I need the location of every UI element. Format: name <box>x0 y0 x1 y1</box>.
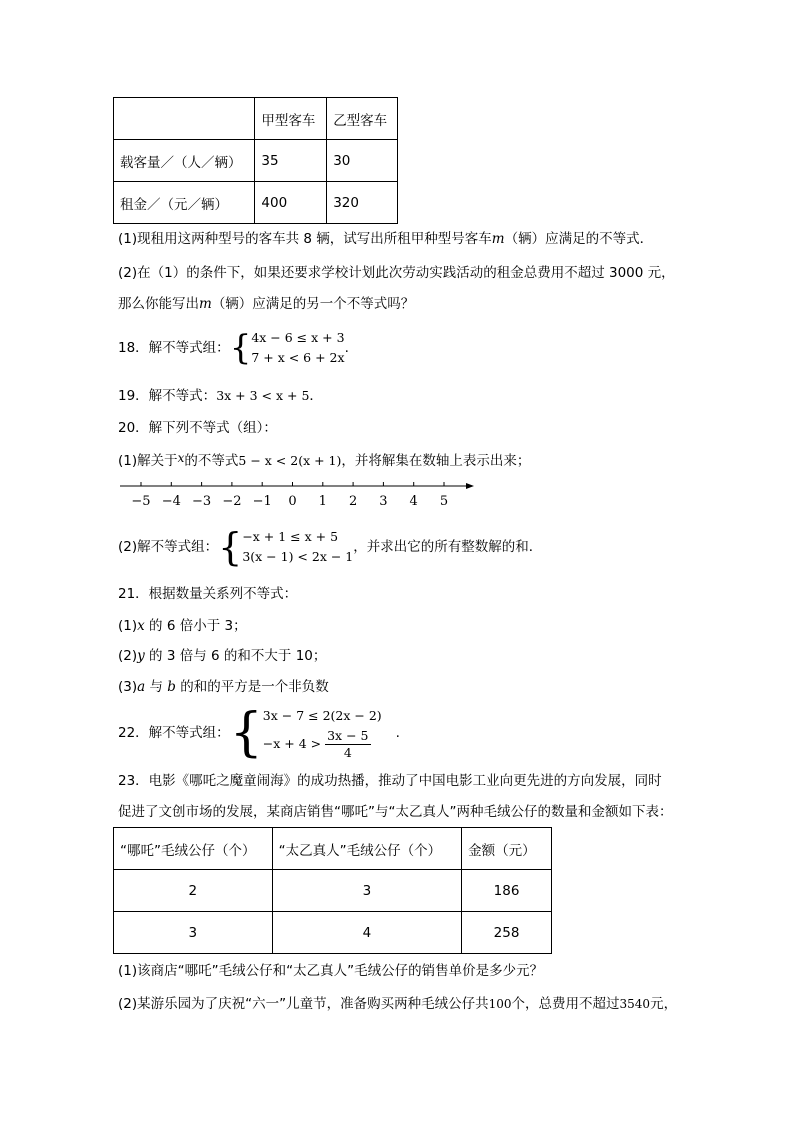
q18 <box>118 328 349 368</box>
axis-tick-label: −5 <box>131 494 151 509</box>
q20-eq1: −x + 1 ≤ x + 5 <box>242 529 339 544</box>
q20-label: 20．解下列不等式（组）： <box>118 420 277 436</box>
q20-part1-text3: ，并将解集在数轴上表示出来； <box>341 453 531 469</box>
axis-tick-label: −1 <box>252 494 272 509</box>
q20-eq2: 3(x − 1) < 2x − 1 <box>242 549 354 564</box>
table-header-cell: 金额（元） <box>462 828 552 870</box>
table-cell: 2 <box>114 870 273 912</box>
q19 <box>118 386 323 406</box>
arrow-icon <box>466 483 474 489</box>
q17-part2-text-end: （辆）应满足的另一个不等式吗？ <box>211 296 415 312</box>
q17-part2-line2 <box>118 294 414 314</box>
q20-system <box>242 527 353 567</box>
table-header-cell: “太乙真人”毛绒公仔（个） <box>272 828 462 870</box>
table-cell: 30 <box>327 140 398 182</box>
q18-eq2: 7 + x < 6 + 2x <box>251 350 345 365</box>
fraction-numerator: 3x − 5 <box>327 728 369 743</box>
axis-tick-label: 0 <box>288 494 297 509</box>
q22-eq2 <box>263 727 382 761</box>
table-cell: 4 <box>272 912 462 954</box>
q21-item-num: (1) <box>118 618 138 634</box>
q18-system <box>251 328 344 368</box>
table-cell: 186 <box>462 870 552 912</box>
axis-tick-label: −4 <box>161 494 181 509</box>
q21-item-text: 的和的平方是一个非负数 <box>175 679 329 695</box>
table-cell: 载客量／（人／辆） <box>114 140 255 182</box>
q21-var: x <box>137 618 145 634</box>
q21-item-mid: 与 <box>145 679 168 695</box>
table-cell: 租金／（元／辆） <box>114 182 255 224</box>
axis-tick-label: 2 <box>348 494 358 509</box>
axis-tick-label: 4 <box>409 494 418 509</box>
q18-end: . <box>344 340 349 356</box>
table-cell: 400 <box>255 182 327 224</box>
q21-item <box>118 677 329 697</box>
number-line <box>110 478 480 510</box>
q21-item-num: (2) <box>118 648 138 664</box>
q20-part2-label: (2)解不等式组： <box>118 539 219 555</box>
q21-var: a <box>137 679 146 695</box>
table-header-cell: 甲型客车 <box>255 98 327 140</box>
brace-icon: { <box>229 328 252 368</box>
fraction <box>325 728 370 761</box>
q17-part2-text: 那么你能写出 <box>118 296 199 312</box>
bus-table <box>113 97 398 224</box>
q17-part1-text: (1)现租用这两种型号的客车共 8 辆，试写出所租甲种型号客车 <box>118 231 492 247</box>
table-cell: 320 <box>327 182 398 224</box>
q21-item <box>118 646 326 666</box>
q21-var: y <box>137 648 145 664</box>
q18-eq1: 4x − 6 ≤ x + 3 <box>251 330 345 345</box>
toy-table <box>113 827 552 954</box>
q22-eq2-left: −x + 4 > <box>262 736 322 751</box>
q20-part1 <box>118 448 530 471</box>
q17-part2-line1: (2)在（1）的条件下，如果还要求学校计划此次劳动实践活动的租金总费用不超过 3000 元， <box>118 265 675 281</box>
axis-tick-label: 3 <box>379 494 388 509</box>
q17-var: m <box>491 231 505 247</box>
q23-part2-text3: 元， <box>650 996 678 1012</box>
brace-icon: { <box>218 525 243 569</box>
table-cell: 3 <box>272 870 462 912</box>
q23-line1: 23．电影《哪吒之魔童闹海》的成功热播，推动了中国电影工业向更先进的方向发展，同时 <box>118 773 662 789</box>
table-header-cell: “哪吒”毛绒公仔（个） <box>114 828 273 870</box>
table-cell: 3 <box>114 912 273 954</box>
q17-part1 <box>118 229 653 249</box>
q21-item-num: (3) <box>118 679 138 695</box>
q21-var: b <box>167 679 176 695</box>
table-header-cell <box>114 98 255 140</box>
q23-number: 3540 <box>619 997 651 1011</box>
q21-item-text: 的 6 倍小于 3； <box>144 618 247 634</box>
axis-tick-label: −3 <box>192 494 212 509</box>
q23-line2: 促进了文创市场的发展，某商店销售“哪吒”与“太乙真人”两种毛绒公仔的数量和金额如下表： <box>118 804 673 820</box>
q17-var: m <box>199 296 212 312</box>
brace-icon: { <box>229 703 263 763</box>
fraction-denominator: 4 <box>343 745 352 760</box>
axis-tick-label: −2 <box>222 494 242 509</box>
q20-part1-text: (1)解关于 <box>118 453 178 469</box>
q22 <box>118 703 400 763</box>
q22-system <box>263 705 382 761</box>
q23-part2 <box>118 994 677 1014</box>
q22-label: 22．解不等式组： <box>118 725 230 741</box>
q19-expr: 3x + 3 < x + 5 <box>216 388 310 403</box>
q21-label: 21．根据数量关系列不等式： <box>118 586 298 602</box>
table-cell: 258 <box>462 912 552 954</box>
q20-part2-end: ，并求出它的所有整数解的和． <box>353 539 543 555</box>
table-cell: 35 <box>255 140 327 182</box>
q20-expr: 5 − x < 2(x + 1) <box>238 453 342 468</box>
axis-tick-label: 1 <box>318 494 327 509</box>
q19-end: ． <box>309 388 323 404</box>
q20-part1-text2: 的不等式 <box>184 453 239 469</box>
table-header-cell: 乙型客车 <box>327 98 398 140</box>
q18-label: 18．解不等式组： <box>118 340 230 356</box>
q23-part1: (1)该商店“哪吒”毛绒公仔和“太乙真人”毛绒公仔的销售单价是多少元？ <box>118 963 544 979</box>
q17-part1-text-end: （辆）应满足的不等式． <box>504 231 654 247</box>
q19-label: 19．解不等式： <box>118 388 217 404</box>
q23-number: 100 <box>488 997 512 1011</box>
q22-eq1: 3x − 7 ≤ 2(2x − 2) <box>262 708 382 723</box>
q22-end: . <box>395 725 400 741</box>
q21-item-text: 的 3 倍与 6 的和不大于 10； <box>144 648 327 664</box>
q20-var: x <box>177 451 185 465</box>
axis-tick-label: 5 <box>439 494 449 509</box>
q23-part2-text2: 个，总费用不超过 <box>511 996 620 1012</box>
q20-part2 <box>118 525 542 569</box>
q21-item <box>118 616 247 636</box>
q23-part2-text: (2)某游乐园为了庆祝“六一”儿童节，准备购买两种毛绒公仔共 <box>118 996 489 1012</box>
